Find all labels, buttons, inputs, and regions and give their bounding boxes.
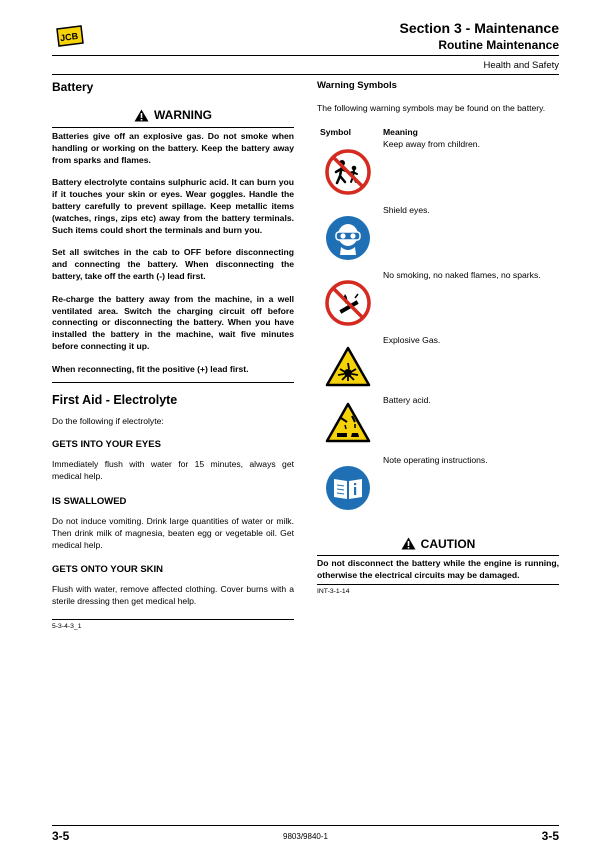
header-divider-2 — [52, 74, 559, 75]
eyes-text: Immediately flush with water for 15 minutes, always get medical help. — [52, 459, 294, 482]
caution-label: CAUTION — [420, 536, 476, 551]
right-ref-code: INT-3-1-14 — [317, 588, 350, 596]
first-aid-divider — [52, 619, 294, 620]
battery-acid-icon — [325, 401, 371, 447]
warning-label: WARNING — [154, 108, 212, 122]
left-column — [52, 80, 294, 630]
shield-eyes-icon — [325, 215, 371, 261]
warning-paragraph: Re-charge the battery away from the machine, in a well ventilated area. Switch the charging circuit off before connecting or disconnecting the battery. When you have installed the battery in the machine, wait five minutes before connecting it up. — [52, 293, 294, 351]
footer-divider — [52, 825, 559, 826]
warning-title — [52, 108, 294, 122]
skin-text: Flush with water, remove affected clothing. Cover burns with a sterile dressing then get medical help. — [52, 584, 294, 607]
jcb-logo — [54, 25, 84, 47]
warning-paragraph: Battery electrolyte contains sulphuric acid. It can burn you if it touches your skin or eyes. Wear goggles. Handle the battery carefully to prevent spillage. Keep metallic items (watches, rings, zips etc) away from the battery terminals. Such items could short the terminals and burn you. — [52, 177, 294, 235]
symbol-meaning: Battery acid. — [383, 394, 431, 405]
warning-symbols-intro: The following warning symbols may be found on the battery. — [317, 103, 546, 113]
svg-text:JCB: JCB — [59, 30, 79, 44]
subsection-title: Routine Maintenance — [438, 38, 559, 52]
header-divider — [52, 55, 559, 56]
first-aid-intro: Do the following if electrolyte: — [52, 415, 164, 426]
symbol-meaning: Explosive Gas. — [383, 334, 441, 345]
caution-end-divider — [317, 584, 559, 585]
battery-heading: Battery — [52, 80, 94, 94]
warning-paragraph: Batteries give off an explosive gas. Do not smoke when handling or working on the battery. Keep the battery away from sparks and flames. — [52, 131, 294, 165]
topic-title: Health and Safety — [483, 60, 559, 71]
skin-heading: GETS ONTO YOUR SKIN — [52, 564, 164, 576]
first-aid-heading: First Aid - Electrolyte — [52, 392, 178, 407]
document-number: 9803/9840-1 — [283, 832, 328, 841]
warning-divider — [52, 127, 294, 128]
right-column — [317, 80, 559, 685]
caution-triangle-icon — [401, 537, 416, 550]
symbol-meaning: Shield eyes. — [383, 204, 430, 215]
warning-triangle-icon — [134, 109, 149, 122]
swallow-text: Do not induce vomiting. Drink large quantities of water or milk. Then drink milk of magnesia, beaten egg or vegetable oil. Get medical help. — [52, 515, 294, 550]
left-ref-code: 5-3-4-3_1 — [52, 622, 82, 630]
caution-box — [317, 537, 559, 596]
caution-divider — [317, 555, 559, 556]
page-number-left: 3-5 — [52, 829, 70, 843]
caution-text: Do not disconnect the battery while the engine is running, otherwise the electrical circuits may be damaged. — [317, 557, 559, 580]
operating-instructions-icon — [325, 465, 371, 511]
warning-paragraph: When reconnecting, fit the positive (+) lead first. — [52, 363, 249, 374]
section-title: Section 3 - Maintenance — [399, 20, 559, 36]
caution-title — [317, 537, 559, 551]
symbols-table — [317, 125, 559, 685]
warning-end-divider — [52, 382, 294, 383]
symbol-meaning: Keep away from children. — [383, 138, 480, 149]
symbol-col-header: Symbol — [320, 126, 352, 137]
eyes-heading: GETS INTO YOUR EYES — [52, 439, 161, 451]
meaning-col-header: Meaning — [383, 126, 418, 137]
warning-symbols-heading: Warning Symbols — [317, 80, 397, 91]
explosive-gas-icon — [325, 345, 371, 391]
no-smoking-flames-icon — [325, 280, 371, 326]
swallow-heading: IS SWALLOWED — [52, 495, 127, 507]
symbol-meaning: Note operating instructions. — [383, 454, 488, 465]
keep-away-children-icon — [325, 149, 371, 195]
page-number-right: 3-5 — [541, 829, 559, 843]
warning-paragraph: Set all switches in the cab to OFF before disconnecting and connecting the battery. When disconnecting the battery, take off the earth (-) lead first. — [52, 247, 294, 281]
symbol-meaning: No smoking, no naked flames, no sparks. — [383, 269, 541, 280]
